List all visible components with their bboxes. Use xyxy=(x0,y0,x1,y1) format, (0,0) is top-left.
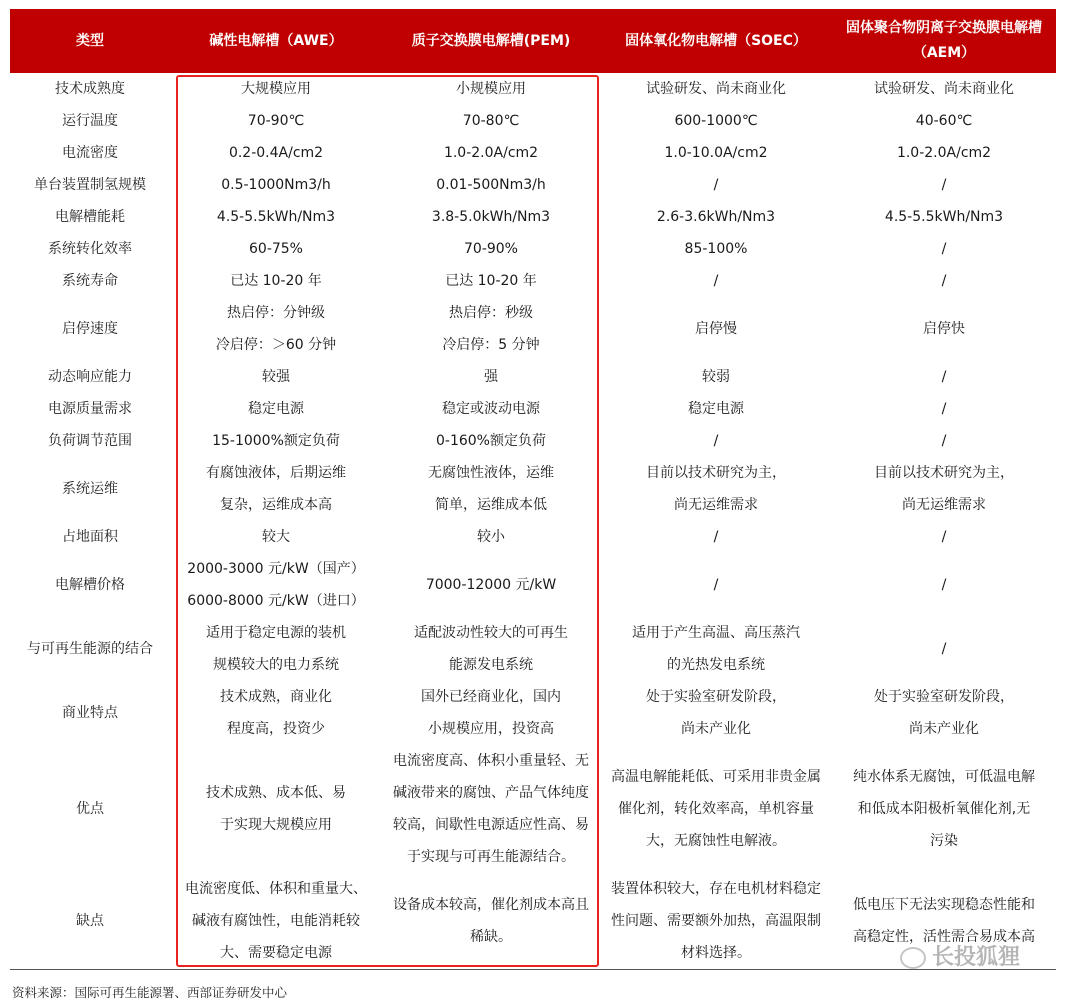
table-cell: 1.0-10.0A/cm2 xyxy=(664,145,768,161)
table-cell: / xyxy=(941,401,947,417)
table-row xyxy=(10,233,1056,265)
table-row xyxy=(10,425,1056,457)
table-cell: 0.01-500Nm3/h xyxy=(436,177,546,193)
table-cell: 稳定或波动电源 xyxy=(442,401,540,417)
table-row xyxy=(10,201,1056,233)
row-label: 单台装置制氢规模 xyxy=(34,177,146,193)
row-label: 缺点 xyxy=(10,873,170,970)
table-cell: 热启停：秒级 冷启停：5 分钟 xyxy=(442,305,540,353)
table-cell: 已达 10-20 年 xyxy=(445,273,537,289)
header-aem: 固体聚合物阴离子交换膜电解槽（AEM） xyxy=(832,9,1056,73)
watermark xyxy=(900,940,1020,971)
table-cell: 7000-12000 元/kW xyxy=(425,577,557,593)
source-note: 资料来源：国际可再生能源署、西部证券研发中心 xyxy=(12,985,288,1000)
table-cell: 有腐蚀液体，后期运维 复杂，运维成本高 xyxy=(206,465,346,513)
table-cell: 较弱 xyxy=(702,369,730,385)
table-cell: / xyxy=(713,273,719,289)
table-cell: 技术成熟、成本低、易 于实现大规模应用 xyxy=(206,785,346,833)
table-cell: 0.2-0.4A/cm2 xyxy=(228,145,324,161)
table-cell: 3.8-5.0kWh/Nm3 xyxy=(431,209,551,225)
table-cell: 较大 xyxy=(262,529,290,545)
table-cell: 适用于稳定电源的装机 规模较大的电力系统 xyxy=(206,625,346,673)
table-cell: / xyxy=(941,273,947,289)
table-cell: 1.0-2.0A/cm2 xyxy=(896,145,992,161)
table-cell: 2.6-3.6kWh/Nm3 xyxy=(656,209,776,225)
table-cell: 无腐蚀性液体，运维 简单，运维成本低 xyxy=(428,465,554,513)
table-cell: / xyxy=(713,529,719,545)
table-cell: 处于实验室研发阶段， 尚未产业化 xyxy=(646,689,786,737)
header-soec: 固体氧化物电解槽（SOEC） xyxy=(600,9,832,73)
row-label: 电解槽能耗 xyxy=(55,209,125,225)
table-cell: 纯水体系无腐蚀，可低温电解 和低成本阳极析氧催化剂,无 污染 xyxy=(853,769,1035,849)
row-label: 动态响应能力 xyxy=(48,369,132,385)
table-cell: / xyxy=(941,433,947,449)
table-cell: 高温电解能耗低、可采用非贵金属 催化剂，转化效率高，单机容量 大，无腐蚀性电解液。 xyxy=(611,769,821,849)
table-cell: / xyxy=(713,433,719,449)
row-label: 与可再生能源的结合 xyxy=(27,641,153,657)
table-cell: / xyxy=(941,369,947,385)
table-cell: 稳定电源 xyxy=(688,401,744,417)
table-cell: 稳定电源 xyxy=(248,401,304,417)
table-cell: / xyxy=(941,529,947,545)
table-cell: 较小 xyxy=(477,529,505,545)
comparison-table-wrapper xyxy=(10,9,1056,970)
table-row xyxy=(10,393,1056,425)
table-cell: / xyxy=(713,177,719,193)
table-cell: 大规模应用 xyxy=(241,81,311,97)
table-cell: 低电压下无法实现稳态性能和 高稳定性，活性需合易成本高 xyxy=(832,873,1056,970)
wechat-icon xyxy=(900,947,926,969)
table-body xyxy=(10,73,1056,970)
header-type: 类型 xyxy=(10,9,170,73)
table-cell: / xyxy=(941,177,947,193)
table-cell: 启停快 xyxy=(923,321,965,337)
table-cell: 技术成熟，商业化 程度高，投资少 xyxy=(220,689,332,737)
table-cell: 85-100% xyxy=(684,241,748,257)
table-row xyxy=(10,745,1056,873)
table-cell: 启停慢 xyxy=(695,321,737,337)
row-label: 电流密度 xyxy=(62,145,118,161)
table-cell: 较强 xyxy=(262,369,290,385)
table-row xyxy=(10,617,1056,681)
electrolyzer-comparison-table xyxy=(10,9,1056,970)
table-cell: 目前以技术研究为主， 尚无运维需求 xyxy=(874,465,1014,513)
row-label: 系统转化效率 xyxy=(48,241,132,257)
header-awe: 碱性电解槽（AWE） xyxy=(170,9,382,73)
table-cell: / xyxy=(941,241,947,257)
table-cell: 热启停：分钟级 冷启停：＞60 分钟 xyxy=(215,305,337,353)
table-cell: 小规模应用 xyxy=(456,81,526,97)
row-label: 技术成熟度 xyxy=(55,81,125,97)
table-row xyxy=(10,521,1056,553)
table-cell: 0-160%额定负荷 xyxy=(436,433,546,449)
table-cell: 适配波动性较大的可再生 能源发电系统 xyxy=(414,625,568,673)
table-row xyxy=(10,553,1056,617)
table-row xyxy=(10,169,1056,201)
table-cell: 装置体积较大，存在电机材料稳定 性问题、需要额外加热，高温限制 材料选择。 xyxy=(600,873,832,970)
table-cell: 15-1000%额定负荷 xyxy=(212,433,340,449)
table-row xyxy=(10,137,1056,169)
table-cell: 1.0-2.0A/cm2 xyxy=(443,145,539,161)
table-cell: 4.5-5.5kWh/Nm3 xyxy=(884,209,1004,225)
table-cell: 2000-3000 元/kW（国产） 6000-8000 元/kW（进口） xyxy=(187,561,365,609)
table-cell: 适用于产生高温、高压蒸汽 的光热发电系统 xyxy=(632,625,800,673)
row-label: 负荷调节范围 xyxy=(48,433,132,449)
table-cell: 试验研发、尚未商业化 xyxy=(646,81,786,97)
table-cell: / xyxy=(713,577,719,593)
table-row xyxy=(10,73,1056,105)
table-cell: 70-90% xyxy=(464,241,518,257)
row-label: 系统运维 xyxy=(62,481,118,497)
table-cell: 试验研发、尚未商业化 xyxy=(874,81,1014,97)
table-row xyxy=(10,105,1056,137)
table-cell: 600-1000℃ xyxy=(674,113,758,129)
table-cell: / xyxy=(941,577,947,593)
row-label: 商业特点 xyxy=(62,705,118,721)
row-label: 电源质量需求 xyxy=(48,401,132,417)
row-label: 系统寿命 xyxy=(62,273,118,289)
table-cell: 已达 10-20 年 xyxy=(230,273,322,289)
table-cell: 60-75% xyxy=(249,241,303,257)
table-row xyxy=(10,265,1056,297)
watermark-text: 长投狐狸 xyxy=(932,945,1021,970)
header-row xyxy=(10,9,1056,73)
table-cell: 70-80℃ xyxy=(462,113,520,129)
table-row xyxy=(10,297,1056,361)
table-cell: 0.5-1000Nm3/h xyxy=(221,177,331,193)
table-cell: 目前以技术研究为主， 尚无运维需求 xyxy=(646,465,786,513)
table-cell: / xyxy=(941,641,947,657)
table-row xyxy=(10,457,1056,521)
table-cell: 70-90℃ xyxy=(247,113,305,129)
table-cell: 强 xyxy=(484,369,498,385)
table-cell: 设备成本较高，催化剂成本高且 稀缺。 xyxy=(382,873,600,970)
table-row xyxy=(10,681,1056,745)
table-cell: 国外已经商业化，国内 小规模应用，投资高 xyxy=(421,689,561,737)
table-cell: 电流密度高、体积小重量轻、无 碱液带来的腐蚀、产品气体纯度 较高，间歇性电源适应性高、易 于实现与可再生能源结合。 xyxy=(393,753,589,865)
table-row xyxy=(10,361,1056,393)
row-label: 运行温度 xyxy=(62,113,118,129)
row-label: 优点 xyxy=(76,801,104,817)
table-cell: 处于实验室研发阶段， 尚未产业化 xyxy=(874,689,1014,737)
row-label: 启停速度 xyxy=(62,321,118,337)
table-cell: 4.5-5.5kWh/Nm3 xyxy=(216,209,336,225)
row-label: 占地面积 xyxy=(62,529,118,545)
table-cell: 电流密度低、体积和重量大、 碱液有腐蚀性，电能消耗较 大、需要稳定电源 xyxy=(170,873,382,970)
table-cell: 40-60℃ xyxy=(915,113,973,129)
row-label: 电解槽价格 xyxy=(55,577,125,593)
header-pem: 质子交换膜电解槽(PEM) xyxy=(382,9,600,73)
